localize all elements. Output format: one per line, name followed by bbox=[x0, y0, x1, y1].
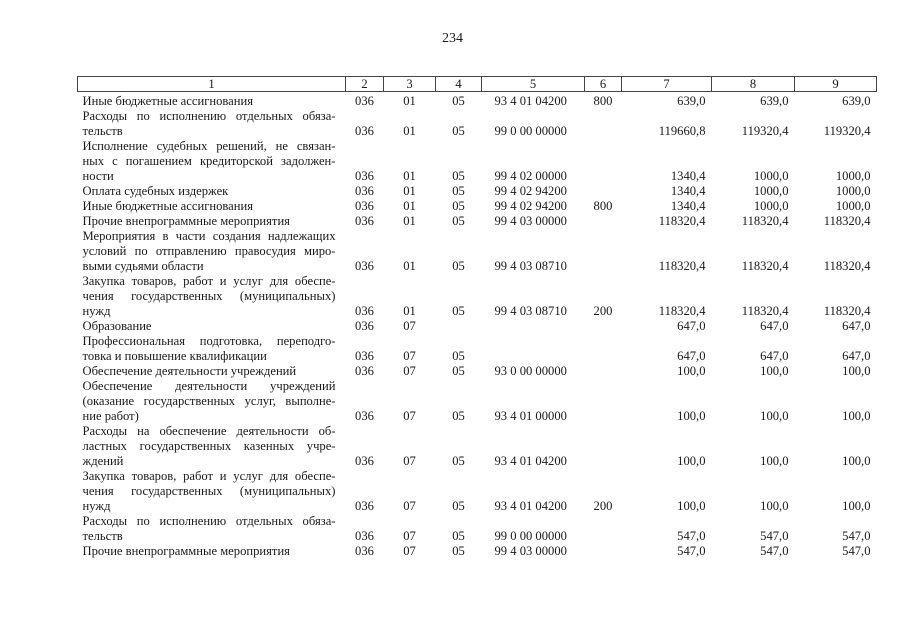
table-row bbox=[78, 92, 877, 110]
ministry-code: 036 bbox=[355, 349, 374, 363]
subsection-code: 05 bbox=[452, 409, 465, 423]
amount-col-8: 100,0 bbox=[760, 409, 789, 423]
column-header-3: 3 bbox=[384, 77, 436, 92]
row-description bbox=[78, 139, 346, 184]
amount-col-9: 100,0 bbox=[842, 409, 871, 423]
subsection-code: 05 bbox=[452, 184, 465, 198]
description-line: чения государственных (муниципальных) bbox=[82, 289, 336, 303]
column-header-9: 9 bbox=[795, 77, 877, 92]
section-code: 07 bbox=[403, 319, 416, 333]
target-article-code: 93 4 01 04200 bbox=[494, 499, 567, 513]
description-line: Обеспечение деятельности учреждений bbox=[82, 364, 297, 378]
table-row bbox=[78, 379, 877, 424]
ministry-code: 036 bbox=[355, 499, 374, 513]
description-line: нужд bbox=[82, 499, 111, 513]
amount-col-9: 1000,0 bbox=[835, 184, 871, 198]
table-row bbox=[78, 229, 877, 274]
description-line: ластных государственных казенных учре- bbox=[82, 439, 336, 453]
subsection-code: 05 bbox=[452, 544, 465, 558]
table-row bbox=[78, 364, 877, 379]
table-row bbox=[78, 424, 877, 469]
expense-type-code: 800 bbox=[593, 94, 613, 108]
table-row bbox=[78, 274, 877, 319]
description-line: ных с погашением кредиторской задолжен- bbox=[82, 154, 336, 168]
expense-type-code bbox=[585, 184, 622, 199]
expense-type-code bbox=[585, 109, 622, 139]
table-row bbox=[78, 109, 877, 139]
amount-col-8: 547,0 bbox=[760, 544, 789, 558]
description-line: Закупка товаров, работ и услуг для обеспе- bbox=[82, 469, 336, 483]
section-code: 01 bbox=[403, 199, 416, 213]
description-line: выми судьями области bbox=[82, 259, 204, 273]
subsection-code: 05 bbox=[452, 304, 465, 318]
expense-type-code bbox=[585, 424, 622, 469]
table-row bbox=[78, 514, 877, 544]
row-description bbox=[78, 199, 346, 214]
amount-col-9: 547,0 bbox=[842, 544, 871, 558]
description-line: Мероприятия в части создания надлежащих bbox=[82, 229, 336, 243]
target-article-code: 99 4 02 94200 bbox=[494, 199, 567, 213]
amount-col-7: 100,0 bbox=[677, 409, 706, 423]
amount-col-7: 1340,4 bbox=[670, 184, 706, 198]
row-description bbox=[78, 229, 346, 274]
table-row bbox=[78, 214, 877, 229]
description-line: тельств bbox=[82, 124, 123, 138]
ministry-code: 036 bbox=[355, 124, 374, 138]
amount-col-9: 100,0 bbox=[842, 454, 871, 468]
expense-type-code: 200 bbox=[593, 499, 613, 513]
row-description bbox=[78, 274, 346, 319]
section-code: 01 bbox=[403, 94, 416, 108]
ministry-code: 036 bbox=[355, 259, 374, 273]
table-row bbox=[78, 334, 877, 364]
expense-type-code bbox=[585, 364, 622, 379]
description-line: (оказание государственных услуг, выполне- bbox=[82, 394, 336, 408]
amount-col-7: 547,0 bbox=[677, 529, 706, 543]
amount-col-7: 118320,4 bbox=[658, 214, 706, 228]
target-article-code: 99 4 02 00000 bbox=[494, 169, 567, 183]
target-article-code: 99 4 03 00000 bbox=[494, 214, 567, 228]
expense-type-code: 200 bbox=[593, 304, 613, 318]
subsection-code: 05 bbox=[452, 454, 465, 468]
amount-col-7: 100,0 bbox=[677, 364, 706, 378]
amount-col-8: 119320,4 bbox=[741, 124, 789, 138]
amount-col-8: 1000,0 bbox=[753, 169, 789, 183]
description-line: Прочие внепрограммные мероприятия bbox=[82, 214, 290, 228]
amount-col-9: 1000,0 bbox=[835, 169, 871, 183]
section-code: 01 bbox=[403, 214, 416, 228]
amount-col-7: 100,0 bbox=[677, 454, 706, 468]
column-header-6: 6 bbox=[585, 77, 622, 92]
row-description bbox=[78, 514, 346, 544]
description-line: Расходы на обеспечение деятельности об- bbox=[82, 424, 336, 438]
description-line: Расходы по исполнению отдельных обяза- bbox=[82, 109, 336, 123]
description-line: Образование bbox=[82, 319, 152, 333]
table-row bbox=[78, 469, 877, 514]
subsection-code: 05 bbox=[452, 259, 465, 273]
subsection-code: 05 bbox=[452, 214, 465, 228]
row-description bbox=[78, 544, 346, 559]
target-article-code: 99 4 02 94200 bbox=[494, 184, 567, 198]
ministry-code: 036 bbox=[355, 199, 374, 213]
table-row bbox=[78, 319, 877, 334]
ministry-code: 036 bbox=[355, 214, 374, 228]
subsection-code: 05 bbox=[452, 169, 465, 183]
target-article-code bbox=[482, 319, 585, 334]
section-code: 01 bbox=[403, 259, 416, 273]
expense-type-code bbox=[585, 514, 622, 544]
amount-col-8: 100,0 bbox=[760, 364, 789, 378]
amount-col-9: 119320,4 bbox=[823, 124, 871, 138]
table-row bbox=[78, 139, 877, 184]
amount-col-7: 647,0 bbox=[677, 349, 706, 363]
table-row bbox=[78, 544, 877, 559]
section-code: 01 bbox=[403, 124, 416, 138]
subsection-code bbox=[436, 319, 482, 334]
description-line: чения государственных (муниципальных) bbox=[82, 484, 336, 498]
amount-col-8: 118320,4 bbox=[741, 214, 789, 228]
amount-col-8: 1000,0 bbox=[753, 184, 789, 198]
expense-type-code bbox=[585, 379, 622, 424]
row-description bbox=[78, 109, 346, 139]
amount-col-7: 100,0 bbox=[677, 499, 706, 513]
column-header-2: 2 bbox=[346, 77, 384, 92]
amount-col-9: 100,0 bbox=[842, 499, 871, 513]
description-line: тельств bbox=[82, 529, 123, 543]
expense-type-code bbox=[585, 139, 622, 184]
table-row bbox=[78, 199, 877, 214]
column-header-5: 5 bbox=[482, 77, 585, 92]
subsection-code: 05 bbox=[452, 529, 465, 543]
amount-col-9: 100,0 bbox=[842, 364, 871, 378]
section-code: 07 bbox=[403, 364, 416, 378]
ministry-code: 036 bbox=[355, 544, 374, 558]
section-code: 07 bbox=[403, 499, 416, 513]
ministry-code: 036 bbox=[355, 319, 374, 333]
target-article-code: 99 4 03 00000 bbox=[494, 544, 567, 558]
amount-col-8: 118320,4 bbox=[741, 259, 789, 273]
target-article-code: 93 4 01 00000 bbox=[494, 409, 567, 423]
target-article-code: 99 4 03 08710 bbox=[494, 259, 567, 273]
amount-col-7: 647,0 bbox=[677, 319, 706, 333]
target-article-code: 99 0 00 00000 bbox=[494, 124, 567, 138]
target-article-code: 99 4 03 08710 bbox=[494, 304, 567, 318]
ministry-code: 036 bbox=[355, 94, 374, 108]
amount-col-7: 547,0 bbox=[677, 544, 706, 558]
description-line: условий по отправлению правосудия миро- bbox=[82, 244, 336, 258]
description-line: ние работ) bbox=[82, 409, 139, 423]
subsection-code: 05 bbox=[452, 124, 465, 138]
description-line: Закупка товаров, работ и услуг для обеспе- bbox=[82, 274, 336, 288]
amount-col-8: 100,0 bbox=[760, 499, 789, 513]
row-description bbox=[78, 469, 346, 514]
amount-col-9: 118320,4 bbox=[823, 304, 871, 318]
amount-col-9: 647,0 bbox=[842, 319, 871, 333]
amount-col-9: 1000,0 bbox=[835, 199, 871, 213]
description-line: Исполнение судебных решений, не связан- bbox=[82, 139, 336, 153]
expense-type-code bbox=[585, 334, 622, 364]
description-line: Иные бюджетные ассигнования bbox=[82, 94, 254, 108]
description-line: Оплата судебных издержек bbox=[82, 184, 229, 198]
amount-col-8: 547,0 bbox=[760, 529, 789, 543]
amount-col-9: 118320,4 bbox=[823, 214, 871, 228]
target-article-code: 93 4 01 04200 bbox=[494, 454, 567, 468]
amount-col-8: 100,0 bbox=[760, 454, 789, 468]
ministry-code: 036 bbox=[355, 409, 374, 423]
amount-col-9: 118320,4 bbox=[823, 259, 871, 273]
column-header-4: 4 bbox=[436, 77, 482, 92]
description-line: Обеспечение деятельности учреждений bbox=[82, 379, 336, 393]
budget-table bbox=[77, 76, 877, 559]
subsection-code: 05 bbox=[452, 499, 465, 513]
row-description bbox=[78, 379, 346, 424]
table-header-row bbox=[78, 77, 877, 92]
column-header-7: 7 bbox=[622, 77, 712, 92]
subsection-code: 05 bbox=[452, 364, 465, 378]
section-code: 01 bbox=[403, 169, 416, 183]
amount-col-7: 118320,4 bbox=[658, 259, 706, 273]
page-number: 234 bbox=[442, 31, 463, 46]
amount-col-8: 639,0 bbox=[760, 94, 789, 108]
ministry-code: 036 bbox=[355, 454, 374, 468]
section-code: 07 bbox=[403, 454, 416, 468]
expense-type-code bbox=[585, 544, 622, 559]
column-header-1: 1 bbox=[78, 77, 346, 92]
ministry-code: 036 bbox=[355, 364, 374, 378]
row-description bbox=[78, 364, 346, 379]
amount-col-8: 118320,4 bbox=[741, 304, 789, 318]
row-description bbox=[78, 184, 346, 199]
row-description bbox=[78, 319, 346, 334]
section-code: 07 bbox=[403, 349, 416, 363]
amount-col-8: 647,0 bbox=[760, 319, 789, 333]
expense-type-code bbox=[585, 214, 622, 229]
description-line: Профессиональная подготовка, переподго- bbox=[82, 334, 336, 348]
row-description bbox=[78, 92, 346, 110]
row-description bbox=[78, 424, 346, 469]
ministry-code: 036 bbox=[355, 529, 374, 543]
column-header-8: 8 bbox=[712, 77, 795, 92]
section-code: 01 bbox=[403, 184, 416, 198]
amount-col-7: 118320,4 bbox=[658, 304, 706, 318]
amount-col-7: 639,0 bbox=[677, 94, 706, 108]
expense-type-code bbox=[585, 319, 622, 334]
description-line: Расходы по исполнению отдельных обяза- bbox=[82, 514, 336, 528]
amount-col-7: 1340,4 bbox=[670, 199, 706, 213]
table-row bbox=[78, 184, 877, 199]
row-description bbox=[78, 334, 346, 364]
amount-col-9: 547,0 bbox=[842, 529, 871, 543]
target-article-code: 93 4 01 04200 bbox=[494, 94, 567, 108]
target-article-code: 93 0 00 00000 bbox=[494, 364, 567, 378]
target-article-code: 99 0 00 00000 bbox=[494, 529, 567, 543]
amount-col-8: 1000,0 bbox=[753, 199, 789, 213]
section-code: 07 bbox=[403, 409, 416, 423]
section-code: 01 bbox=[403, 304, 416, 318]
amount-col-9: 639,0 bbox=[842, 94, 871, 108]
target-article-code bbox=[482, 334, 585, 364]
description-line: Прочие внепрограммные мероприятия bbox=[82, 544, 290, 558]
ministry-code: 036 bbox=[355, 304, 374, 318]
amount-col-9: 647,0 bbox=[842, 349, 871, 363]
amount-col-8: 647,0 bbox=[760, 349, 789, 363]
section-code: 07 bbox=[403, 544, 416, 558]
description-line: ности bbox=[82, 169, 114, 183]
row-description bbox=[78, 214, 346, 229]
subsection-code: 05 bbox=[452, 199, 465, 213]
description-line: Иные бюджетные ассигнования bbox=[82, 199, 254, 213]
expense-type-code bbox=[585, 229, 622, 274]
amount-col-7: 1340,4 bbox=[670, 169, 706, 183]
expense-type-code: 800 bbox=[593, 199, 613, 213]
section-code: 07 bbox=[403, 529, 416, 543]
ministry-code: 036 bbox=[355, 184, 374, 198]
ministry-code: 036 bbox=[355, 169, 374, 183]
description-line: нужд bbox=[82, 304, 111, 318]
table-body bbox=[78, 92, 877, 560]
amount-col-7: 119660,8 bbox=[658, 124, 706, 138]
description-line: товка и повышение квалификации bbox=[82, 349, 267, 363]
description-line: ждений bbox=[82, 454, 124, 468]
subsection-code: 05 bbox=[452, 349, 465, 363]
subsection-code: 05 bbox=[452, 94, 465, 108]
